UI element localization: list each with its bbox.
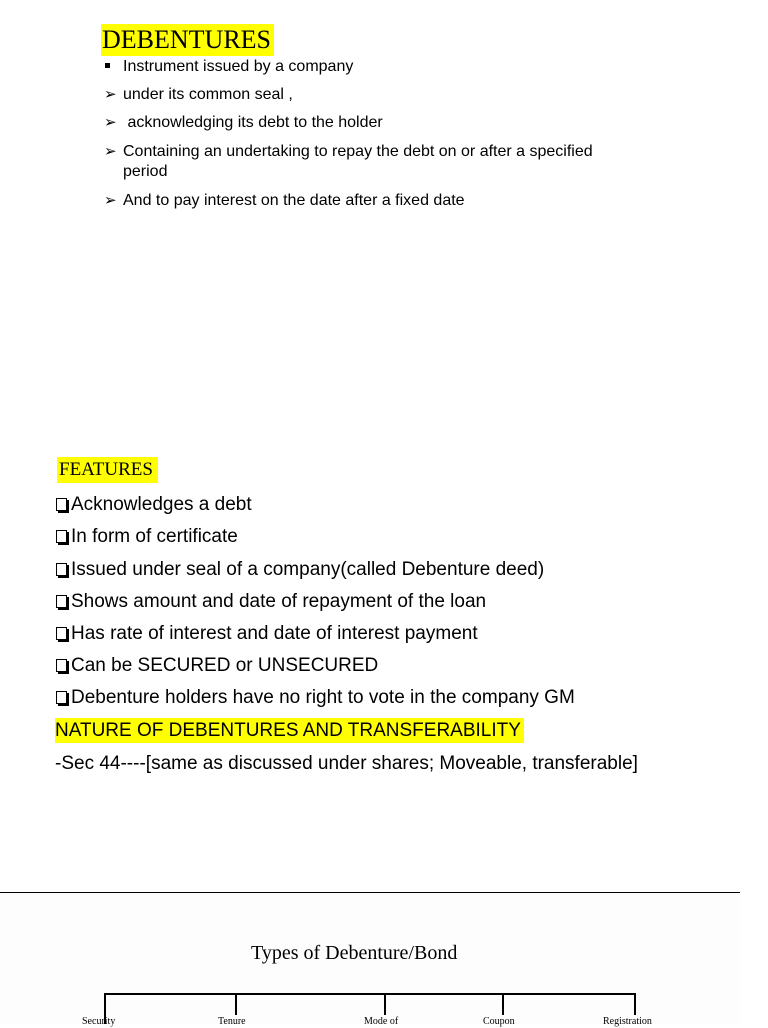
checkbox-bullet-icon [56,563,67,576]
features-heading: FEATURES [57,457,158,483]
checkbox-bullet-icon [56,595,67,608]
diagram-title: Types of Debenture/Bond [251,942,458,964]
feature-item: Has rate of interest and date of interest payment [56,622,478,646]
sec44-text: -Sec 44----[same as discussed under shares; Moveable, transferable] [55,753,638,774]
feature-item: In form of certificate [56,525,238,549]
checkbox-bullet-icon [56,627,67,640]
feature-item: Can be SECURED or UNSECURED [56,654,378,678]
checkbox-bullet-icon [56,530,67,543]
branch-label-tenure: Tenure [218,1016,246,1027]
checkbox-bullet-icon [56,498,67,511]
feature-item: Issued under seal of a company(called Debenture deed) [56,558,544,582]
checkbox-bullet-icon [56,659,67,672]
arrow-bullet-icon: ➢ [104,86,117,103]
checkbox-bullet-icon [56,691,67,704]
feature-item: Acknowledges a debt [56,493,252,517]
debentures-heading: DEBENTURES [101,24,274,56]
feature-item: Debenture holders have no right to vote in the company GM [56,686,575,710]
branch-label-coupon: Coupon [483,1016,515,1027]
branch-label-security: Security [82,1016,116,1027]
feature-item: Shows amount and date of repayment of the loan [56,590,486,614]
arrow-bullet-icon: ➢ [104,143,117,160]
branch-label-registration: Registration [603,1016,652,1027]
arrow-bullet-icon: ➢ [104,192,117,209]
branch-label-mode: Mode of [364,1016,399,1027]
arrow-bullet-icon: ➢ [104,114,117,131]
nature-heading: NATURE OF DEBENTURES AND TRANSFERABILITY [55,718,524,743]
